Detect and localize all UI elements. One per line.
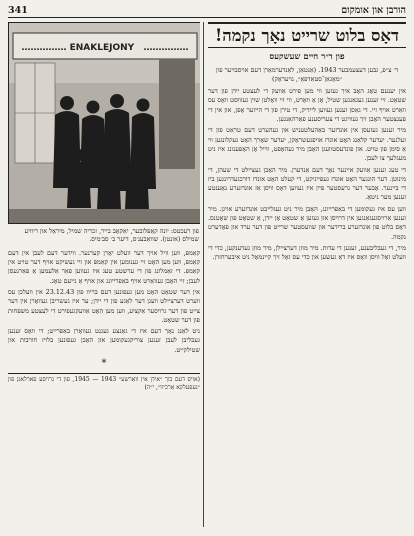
- photo-caption: פון רעכטס: יונה קאַפּלובער, יאַקאָב בייר, זכריה שמיל, מיראָל און ריוויע שמילס (אונטן). שוואַבענ׳ס, דיער ב׳ סב׳מיס.: [24, 227, 199, 244]
- right-column: [208, 22, 406, 530]
- shop-sign-text: …………… ENAKLEJONY ……………: [21, 43, 189, 53]
- article-title: דאָס בלוט שרייט נאָך נקמה!: [208, 22, 406, 48]
- group-photo: [8, 22, 200, 224]
- section-separator: *: [101, 358, 107, 370]
- paragraph: מיר, די געבליבענע, זענען די עדות. מיר מוזן דערציילן, מיר מוזן געדענקען, כדי די וועלט זאָל וויסן וואָס איז דאָ געשען און כדי עס זאָל זיך קיינמאָל ניט איבערחזרן.: [208, 243, 406, 262]
- paragraph: אין דער שטאָט האָט מען געפונען דעם בריוו פון 23.12.43 אין וועלכן עס ווערט דערציילט וועגן דער לאַגע פון די יידן; ער איז געשריבן געוואָרן אין דער צייט פון דער גרויסער אַקציע, ווען מען האָט אַוועקגעפירט די לעצטע משפּחות פון דער שטאָט.: [8, 288, 200, 324]
- column-divider: [203, 22, 204, 527]
- paragraph: די טעג זענען אַוועק איינער נאָך דעם אַנדערן. מיר האָבן געציילט די שעהן, די מינוטן. דער הונגער האָט אונדז געפּייניקט, די קעלט האָט אונדז דורכגעדרונגען ביז די ביינער. אָבער דער גרעסטער פּײן איז געווען דאָס וויסן אַז אונדזערע נאָענטע זענען מער ניטאָ.: [208, 165, 406, 202]
- paragraph: מיר זענען געזעסן אין אונדזער באַהעלטעניש און געהערט דעם טראַט פון די זעלנער. יעדער קלאַנג האָט אונדז אויפגעשראָקן, יעדער שאָרך האָט געקלונגען ווי אַ סימן פון טויט. און פונדעסטוועגן האָבן מיר געהאָפט, ווייל אָן האָפענונג איז ניט מעגלעך צו לעבן.: [208, 126, 406, 163]
- photo-illustration: [9, 23, 200, 223]
- page-number: 341: [8, 4, 28, 16]
- paragraph: ווען עס איז געקומען די באַפרייונג, האָבן מיר ניט געגלייבט אונדזערע אויגן. מיר זענען אַרויסגעגאַנגען אין דרויסן און געזען אַ שטאָט אָן יידן, אַ שטאָט פון שאָטנס. דאָס בלוט פון אונדזערע ברידער און שוועסטער שרייט פון דער ערד און פאָדערט נקמה.: [208, 204, 406, 241]
- left-column: [8, 22, 200, 522]
- left-body-text: [8, 249, 200, 355]
- running-title: הורבן און אומקום: [341, 4, 406, 16]
- paragraph: אין יענעם טאָג האָב איך געזען ווי מען פירט אַוועק די לעצטע יידן פון דער שטאָט. זיי זענען געגאַנגען שטיל, אָן אַ וואָרט, ווי זיי וואָלטן שוין געוווּסט וואָס עס וואַרט אויף זיי. די גאַסן זענען געווען ליידיק, די טירן פון די הייזער אָפן, און אין די פענצטער האָבן זיך געוויגט די צעריסענע פאָרהאַנגען.: [208, 87, 406, 124]
- article-byline: פון ד״ר חיים שעשקעס: [269, 52, 345, 62]
- footnote: (אויס דעם בוך ״אידן אין וואַרשע״ 1943 — 1945, פון די גרויסע פארלאגן פון ״נעפעלקא אַרכיוו״, י״ה): [8, 373, 200, 393]
- paragraph: ניט לאַנג נאָך דעם איז די גאַנצע געגנט געוואָרן באַפרייט; די וואָס זענען געבליבן לעבן זענען צוריקגעקומען און האָבן געפונען בלויז חורבות און שטילקייט.: [8, 327, 200, 354]
- paragraph: קאַמפּ, ווען וויל אויך דער וועלט יאָרן קערנער. ווידער דעם לעבן אין דעם קאַמפּ, ווען מען האָט זיי גענומען אין קאַמפּ און זיי געשיקט אויף דער טויט אין קאַמפּ. די זאַמלונג פון די ערשטע טעג איז געווען פאַר אַלעמען אַ פאַרגעסן לעבן; זיי האָבן געוואַרט אויף באַפרייונג און אויף אַ נייעם טאָג.: [8, 248, 200, 285]
- right-body-text: [208, 87, 406, 262]
- article-meta: ד׳ צ״פ, גבען דעצעמבער 1943. (אַנטאַן, לאַנדערמאַרן דעם אויסבויער פון ״מאָגאַן־סטאַדפּאָ״, נויעראָק): [215, 66, 399, 83]
- running-header: [8, 3, 406, 18]
